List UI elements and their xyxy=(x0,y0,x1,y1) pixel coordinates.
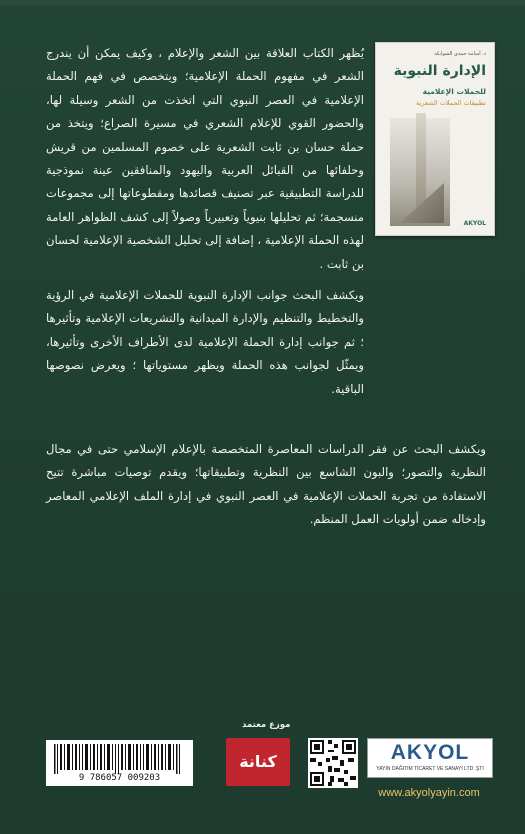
distributor-label: موزع معتمد xyxy=(242,720,291,730)
blurb-paragraph-3: ويكشف البحث عن فقر الدراسات المعاصرة المتخصصة بالإعلام الإسلامي حتى في مجال النظرية والتصور؛ والبون الشاسع بين النظرية وتطبيقاتها؛ ويقدم توصيات مباشرة تتيح الاستفادة من تجربة الحملات الإعلامية في العصر النبوي في إدارة الملف الإعلامي المعاصر وإدخاله ضمن أولويات العمل المنظم. xyxy=(46,442,486,527)
thumbnail-title: الإدارة النبوية xyxy=(393,63,486,79)
isbn-number: 9 786057 009203 xyxy=(78,773,161,783)
thumbnail-subtitle: للحملات الإعلامية xyxy=(422,87,486,96)
blurb-paragraph-1: يُظهر الكتاب العلاقة بين الشعر والإعلام ، وكيف يمكن أن يندرج الشعر في مفهوم الحملة الإعلامية؛ ويتخصص في فهم الحملة الإعلامية في العصر النبوي التي اتخذت من الشعر وسيلة لها، والحضور القوي للإعلام الشعري في مسيرة الصراع؛ ويتخذ من حملة حسان بن ثابت الشعرية على خصوم المسلمين من قريش وحلفائها من القبائل العربية واليهود والمنافقين عينة نموذجية للدراسة التطبيقية عبر تصنيف قصائدها ومقطوعاتها إلى مجموعات منسجمة؛ ثم تحليلها بنيوياً وتعبيرياً وصولاً إلى كشف الظواهر العامة لهذه الحملة الإعلامية ، إضافة إلى تحليل الشخصية الإعلامية لحسان بن ثابت . xyxy=(46,46,364,271)
publisher-logo xyxy=(367,738,493,778)
blurb-paragraph-2: ويكشف البحث جوانب الإدارة النبوية للحملات الإعلامية في الرؤية والتخطيط والتنظيم والإدارة الميدانية والتشريعات الإعلامية وتأثيرها ؛ ثم جوانب إدارة الحملة الإعلامية لدى الأطراف الأخرى وتأثيرها، ويمثّل لجوانب هذه الحملة ويظهر مستوياتها ؛ ويعرض نصوصها الباقية. xyxy=(46,288,364,396)
distributor-logo-text: كنانة xyxy=(239,752,277,771)
distributor-logo xyxy=(226,738,290,786)
thumbnail-publisher: AKYOL xyxy=(463,220,486,227)
publisher-tagline: YAYIN DAĞITIM TİCARET VE SANAYİ LTD. ŞTİ xyxy=(376,766,484,772)
publisher-website: www.akyolyayin.com xyxy=(378,787,480,799)
blurb-text-bottom xyxy=(46,438,486,532)
isbn-barcode xyxy=(46,740,193,786)
front-cover-thumbnail xyxy=(375,42,495,236)
publisher-name: AKYOL xyxy=(390,741,470,764)
thumbnail-author: د. أسامة حمدي الشوابكة xyxy=(434,51,486,57)
qr-code xyxy=(308,738,358,788)
cover-edge xyxy=(0,0,525,6)
blurb-text-top xyxy=(46,42,364,409)
barcode-bars xyxy=(54,744,184,774)
thumbnail-subtitle-2: تطبيقات الحملات الشعرية xyxy=(416,99,486,107)
